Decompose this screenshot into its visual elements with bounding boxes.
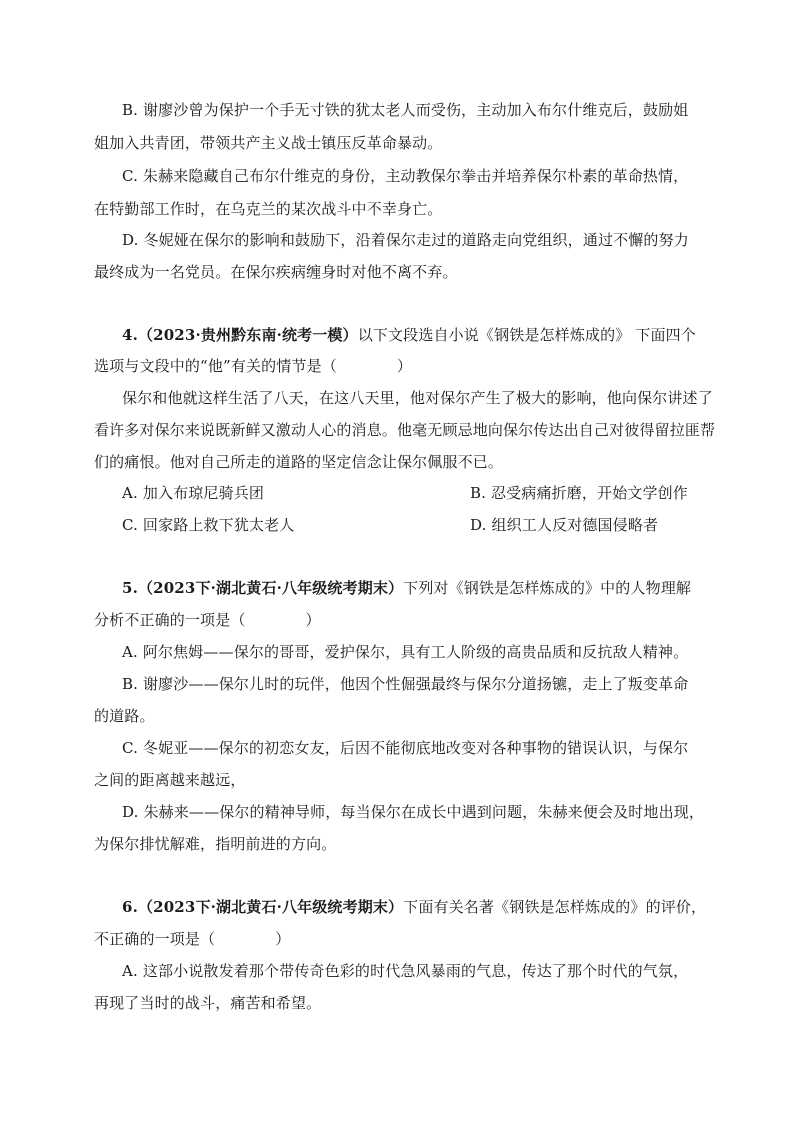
q3-option-b-line1: B. 谢廖沙曾为保护一个手无寸铁的犹太老人而受伤，主动加入布尔什维克后，鼓励姐 xyxy=(122,101,689,119)
q3-option-d-line2: 最终成为一名党员。在保尔疾病缠身时对他不离不弃。 xyxy=(94,263,458,281)
q3-option-c-line1: C. 朱赫来隐藏自己布尔什维克的身份，主动教保尔拳击并培养保尔朴素的革命热情， xyxy=(122,167,689,185)
q6-option-a-line2: 再现了当时的战斗，痛苦和希望。 xyxy=(94,994,322,1012)
q5-stem-text: 下列对《钢铁是怎样炼成的》中的人物理解 xyxy=(403,579,692,597)
q3-option-b-line2: 姐加入共青团，带领共产主义战士镇压反革命暴动。 xyxy=(94,134,443,152)
q6-stem-text: 下面有关名著《钢铁是怎样炼成的》的评价， xyxy=(403,898,707,916)
q4-passage-line2: 看许多对保尔来说既新鲜又激动人心的消息。他毫无顾忌地向保尔传达出自己对彼得留拉匪帮 xyxy=(94,421,716,439)
q5-option-d-line1: D. 朱赫来——保尔的精神导师，每当保尔在成长中遇到问题，朱赫来便会及时地出现， xyxy=(122,803,705,821)
q4-option-a: A. 加入布琼尼骑兵团 xyxy=(122,484,265,502)
q5-option-c-line2: 之间的距离越来越远， xyxy=(94,771,246,789)
q4-passage-line1: 保尔和他就这样生活了八天，在这八天里，他对保尔产生了极大的影响，他向保尔讲述了 xyxy=(122,389,713,407)
q4-source: （2023·贵州黔东南·统考一模） xyxy=(137,326,358,344)
q5-source: （2023下·湖北黄石·八年级统考期末） xyxy=(137,579,404,597)
q4-passage-line3: 们的痛恨。他对自己所走的道路的坚定信念让保尔佩服不已。 xyxy=(94,453,504,471)
q4-option-d: D. 组织工人反对德国侵略者 xyxy=(470,516,659,534)
q5-number: 5. xyxy=(122,579,138,597)
q4-option-c: C. 回家路上救下犹太老人 xyxy=(122,516,295,534)
q5-option-a: A. 阿尔焦姆——保尔的哥哥，爱护保尔，具有工人阶级的高贵品质和反抗敌人精神。 xyxy=(122,643,689,661)
q5-stem-line2: 分析不正确的一项是（ ） xyxy=(94,611,321,629)
q4-stem-line1 xyxy=(122,325,696,345)
q5-option-c-line1: C. 冬妮亚——保尔的初恋女友，后因不能彻底地改变对各种事物的错误认识，与保尔 xyxy=(122,739,689,757)
q4-stem-text: 以下文段选自小说《钢铁是怎样炼成的》 下面四个 xyxy=(357,326,696,344)
q4-stem-line2: 选项与文段中的“他”有关的情节是（ ） xyxy=(94,357,413,375)
q6-source: （2023下·湖北黄石·八年级统考期末） xyxy=(137,898,404,916)
q4-option-b: B. 忍受病痛折磨，开始文学创作 xyxy=(470,484,688,502)
q4-options-row1 xyxy=(122,483,688,503)
q6-number: 6. xyxy=(122,898,138,916)
q3-option-d-line1: D. 冬妮娅在保尔的影响和鼓励下，沿着保尔走过的道路走向党组织，通过不懈的努力 xyxy=(122,231,689,249)
q6-stem-line1 xyxy=(122,897,706,917)
q5-stem-line1 xyxy=(122,578,691,598)
q3-option-c-line2: 在特勤部工作时，在乌克兰的某次战斗中不幸身亡。 xyxy=(94,200,443,218)
q5-option-b-line1: B. 谢廖沙——保尔儿时的玩伴，他因个性倔强最终与保尔分道扬镳，走上了叛变革命 xyxy=(122,675,689,693)
q4-number: 4. xyxy=(122,326,138,344)
q5-option-d-line2: 为保尔排忧解难，指明前进的方向。 xyxy=(94,835,337,853)
q5-option-b-line2: 的道路。 xyxy=(94,707,155,725)
q4-options-row2 xyxy=(122,515,659,535)
q6-option-a-line1: A. 这部小说散发着那个带传奇色彩的时代急风暴雨的气息，传达了那个时代的气氛， xyxy=(122,962,689,980)
q6-stem-line2: 不正确的一项是（ ） xyxy=(94,930,291,948)
